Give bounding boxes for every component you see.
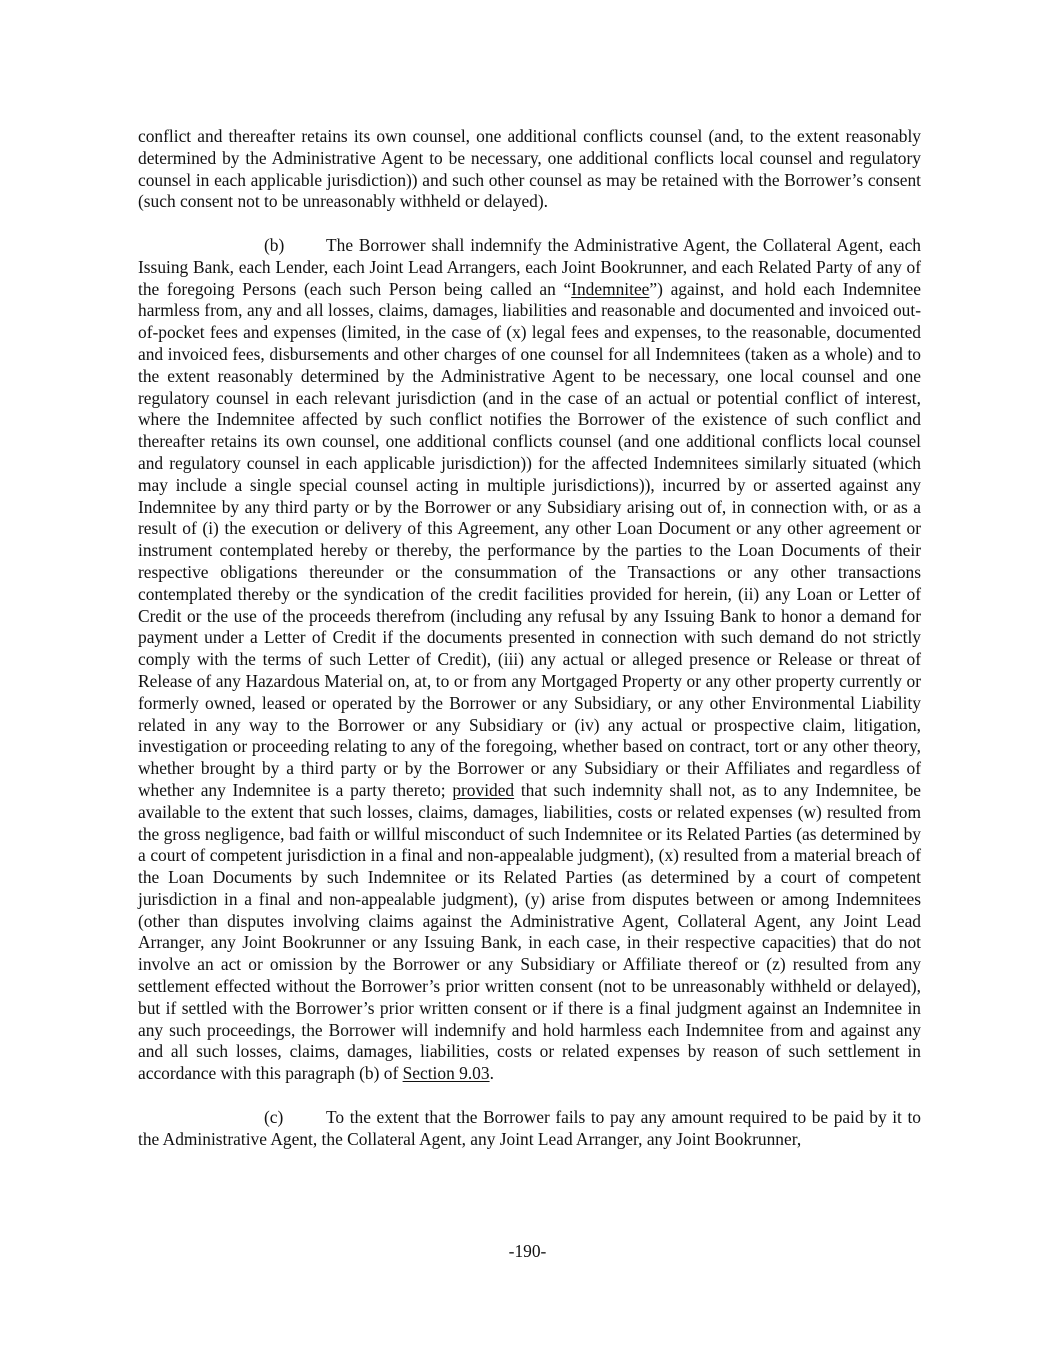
document-page [138, 126, 921, 1150]
paragraph-c-number: (c) [264, 1106, 284, 1127]
paragraph-b-text-2: ”) against, and hold each Indemnitee harmless from, any and all losses, claims, damages, liabilities and reasonable and documented and invoiced out-of-pocket fees and expenses (limited, in the case of (x) legal fees and expenses, to the reasonable, documented and invoiced fees, disbursements and other charges of one counsel for all Indemnitees (taken as a whole) and to the extent reasonably determined by the Administrative Agent to be necessary, one local counsel and one regulatory counsel in each relevant jurisdiction (and in the case of an actual or potential conflict of interest, where the Indemnitee affected by such conflict notifies the Borrower of the existence of such conflict and thereafter retains its own counsel, one additional conflicts counsel (and one additional conflicts local counsel and regulatory counsel in each applicable jurisdiction)) for the affected Indemnitees similarly situated (which may include a single special counsel acting in multiple jurisdictions)), incurred by or asserted against any Indemnitee by any third party or by the Borrower or any Subsidiary arising out of, in connection with, or as a result of (i) the execution or delivery of this Agreement, any other Loan Document or any other agreement or instrument contemplated hereby or thereby, the performance by the parties to the Loan Documents of their respective obligations thereunder or the consummation of the Transactions or any other transactions contemplated thereby or the syndication of the credit facilities provided for herein, (ii) any Loan or Letter of Credit or the use of the proceeds therefrom (including any refusal by any Issuing Bank to honor a demand for payment under a Letter of Credit if the documents presented in connection with such demand do not strictly comply with the terms of such Letter of Credit), (iii) any actual or alleged presence or Release or threat of Release of any Hazardous Material on, at, to or from any Mortgaged Property or any other property currently or formerly owned, leased or operated by the Borrower or any Subsidiary, or any other Environmental Liability related in any way to the Borrower or any Subsidiary or (iv) any actual or prospective claim, litigation, investigation or proceeding relating to any of the foregoing, whether based on contract, tort or any other theory, whether brought by a third party or by the Borrower or any Subsidiary or their Affiliates and regardless of whether any Indemnitee is a party thereto; [138, 278, 921, 800]
paragraph-b-number: (b) [264, 234, 285, 255]
paragraph-c-text: To the extent that the Borrower fails to pay any amount required to be paid by it to the Administrative Agent, the Collateral Agent, any Joint Lead Arranger, any Joint Bookrunner, [138, 1106, 921, 1149]
paragraph-b-text-3: that such indemnity shall not, as to any Indemnitee, be available to the extent that such losses, claims, damages, liabilities, costs or related expenses (w) resulted from the gross negligence, bad faith or willful misconduct of such Indemnitee or its Related Parties (as determined by a court of competent jurisdiction in a final and non-appealable judgment), (x) resulted from a material breach of the Loan Documents by such Indemnitee or its Related Parties (as determined by a court of competent jurisdiction in a final and non-appealable judgment), (y) arise from disputes between or among Indemnitees (other than disputes involving claims against the Administrative Agent, Collateral Agent, any Joint Lead Arranger, any Joint Bookrunner or any Issuing Bank, in each case, in their respective capacities) that do not involve an act or omission by the Borrower or any Subsidiary or Affiliate thereof or (z) resulted from any settlement effected without the Borrower’s prior written consent (not to be unreasonably withheld or delayed), but if settled with the Borrower’s prior written consent or if there is a final judgment against an Indemnitee in any such proceedings, the Borrower will indemnify and hold harmless each Indemnitee from and against any and all such losses, claims, damages, liabilities, costs or related expenses by reason of such settlement in accordance with this paragraph (b) of [138, 779, 921, 1084]
paragraph-b [138, 235, 921, 1085]
paragraph-c [138, 1107, 921, 1151]
page-number: -190- [508, 1241, 547, 1261]
defined-term-provided: provided [452, 779, 515, 800]
paragraph-b-text-1: The Borrower shall indemnify the Administrative Agent, the Collateral Agent, each Issuing Bank, each Lender, each Joint Lead Arrangers, each Joint Bookrunner, and each Related Party of any of the foregoing Persons (each such Person being called an “ [138, 234, 921, 299]
paragraph-b-text-4: . [489, 1063, 494, 1084]
section-reference: Section 9.03 [402, 1063, 490, 1084]
paragraph-a-continuation: conflict and thereafter retains its own counsel, one additional conflicts counsel (and, to the extent reasonably determined by the Administrative Agent to be necessary, one additional conflicts local counsel and regulatory counsel in each applicable jurisdiction)) and such other counsel as may be retained with the Borrower’s consent (such consent not to be unreasonably withheld or delayed). [138, 126, 921, 212]
defined-term-indemnitee: Indemnitee [571, 278, 650, 299]
